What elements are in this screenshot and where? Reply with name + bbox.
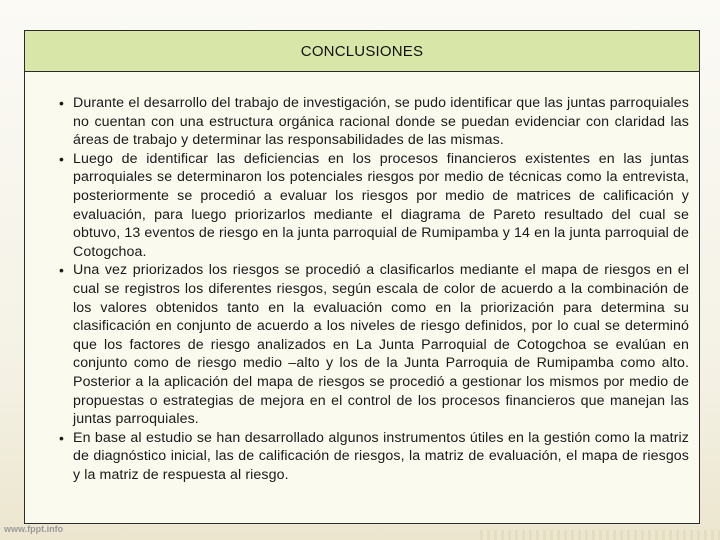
bullet-list [59,94,689,484]
bullet-dot: • [59,429,65,446]
footer-brand-logo: www.fppt.info [4,524,64,534]
slide-title: CONCLUSIONES [300,42,424,60]
footer-decoration [480,530,720,540]
bullet-item [59,429,689,485]
bullet-text: Durante el desarrollo del trabajo de investigación, se pudo identificar que las juntas parroquiales no cuentan con una estructura orgánica racional donde se puedan evidenciar con claridad las áreas de trabajo y determinar las responsabilidades de las mismas. [73,95,689,149]
bullet-text: En base al estudio se han desarrollado algunos instrumentos útiles en la gestión como la matriz de diagnóstico inicial, las de calificación de riesgos, la matriz de evaluación, el mapa de riesgos y la matriz de respuesta al riesgo. [73,429,689,483]
bullet-dot: • [59,150,65,167]
slide-content [25,72,699,484]
bullet-dot: • [59,262,65,279]
slide-frame [24,30,700,524]
bullet-dot: • [59,95,65,111]
bullet-text: Luego de identificar las deficiencias en los procesos financieros existentes en las juntas parroquiales se determinaron los potenciales riesgos por medio de técnicas como la entrevista, posteriormente se procedió a evaluar los riesgos por medio de matrices de calificación y evaluación, para luego priorizarlos mediante el diagrama de Pareto resultado del cual se obtuvo, 13 eventos de riesgo en la junta parroquial de Rumipamba y 14 en la junta parroquial de Cotogchoa. [73,150,689,260]
bullet-item [59,94,689,150]
bullet-text: Una vez priorizados los riesgos se procedió a clasificarlos mediante el mapa de riesgos en el cual se registros los diferentes riesgos, según escala de color de acuerdo a la combinación de los valores obtenidos tanto en la evaluación como en la priorización para determina su clasificación en conjunto de acuerdo a los niveles de riesgo definidos, por lo cual se determinó que los factores de riesgo analizados en La Junta Parroquial de Cotogchoa se evalúan en conjunto como de riesgo medio –alto y los de la Junta Parroquia de Rumipamba como alto. Posterior a la aplicación del mapa de riesgos se procedió a gestionar los mismos por medio de propuestas o estrategias de mejora en el control de los procesos financieros que manejan las juntas parroquiales. [73,262,689,428]
bullet-item [59,261,689,428]
bullet-item [59,150,689,262]
title-bar [25,31,699,72]
